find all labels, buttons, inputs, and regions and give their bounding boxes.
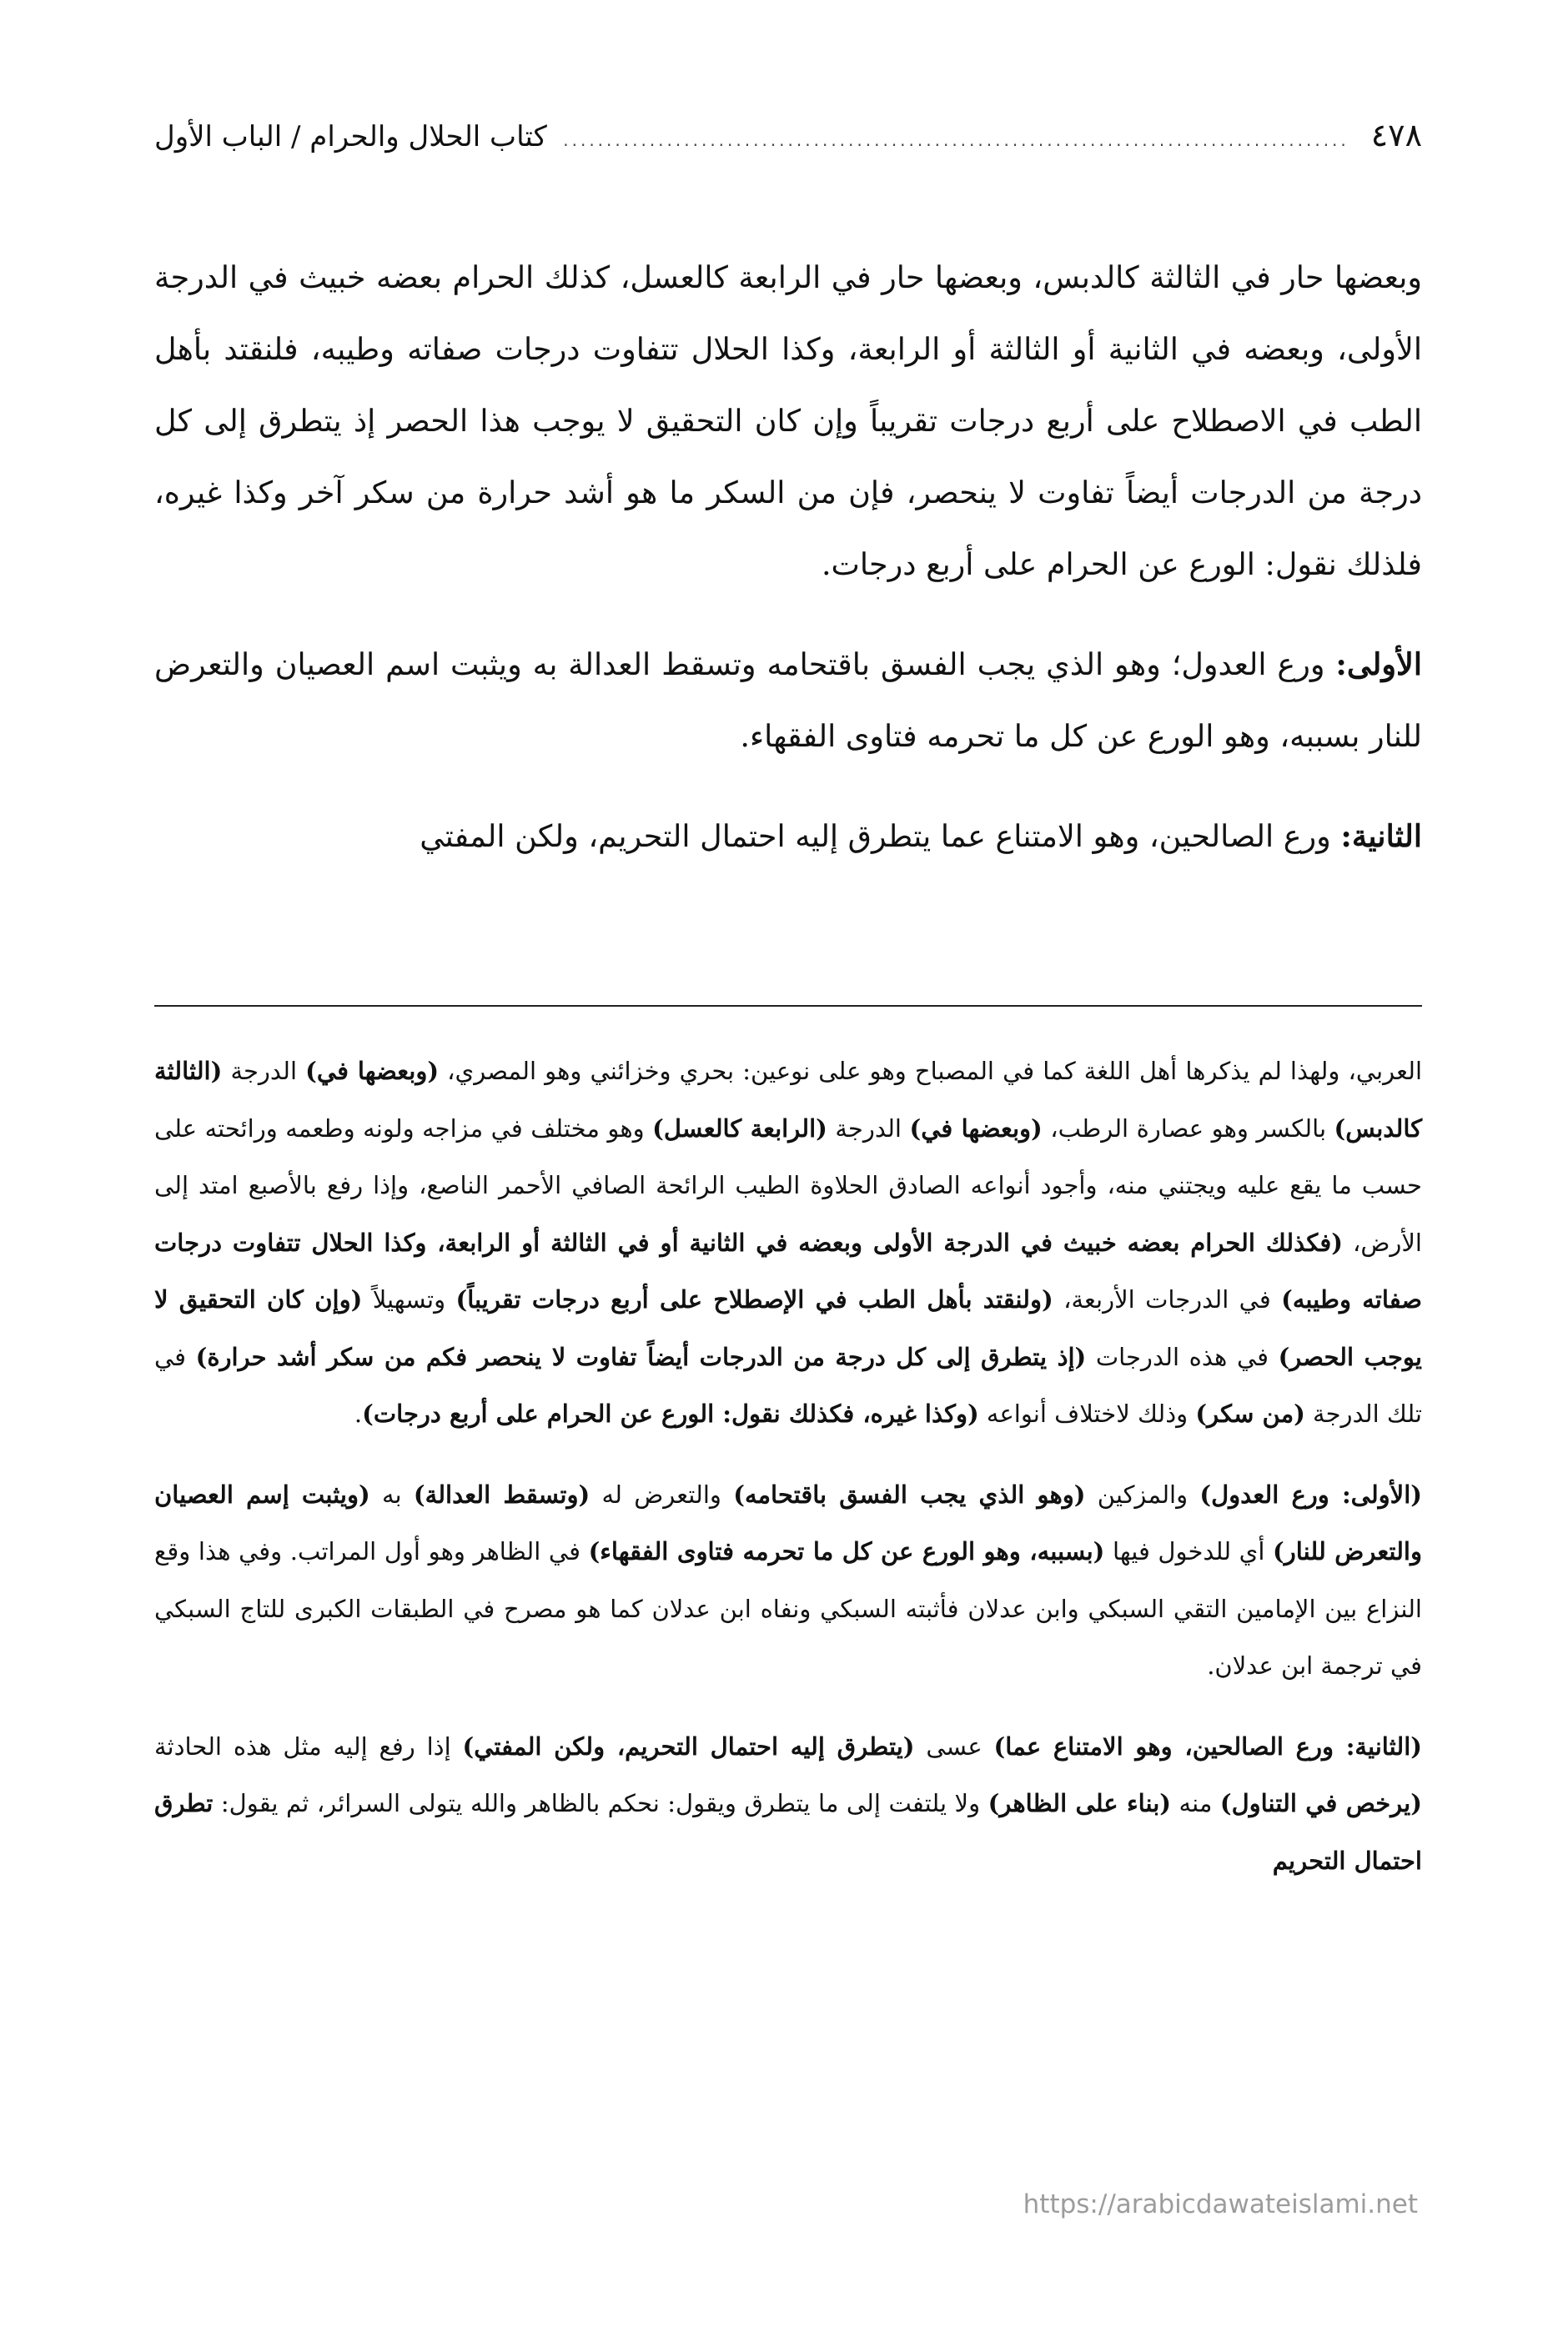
footnote-quoted-text: (الثانية: ورع الصالحين، وهو الامتناع عما): [993, 1731, 1422, 1761]
footnote-quoted-text: (وهو الذي يجب الفسق باقتحامه): [733, 1480, 1086, 1509]
footnote-quoted-text: (وكذا غيره، فكذلك نقول: الورع عن الحرام على أربع درجات): [362, 1400, 979, 1428]
watermark-url: https://arabicdawateislami.net: [1023, 2189, 1418, 2219]
footnote-quoted-text: (الأولى: ورع العدول): [1199, 1480, 1422, 1509]
footnote-quoted-text: (يرخص في التناول): [1219, 1789, 1422, 1817]
first-degree-label: الأولى:: [1335, 646, 1422, 682]
footnote-divider: [154, 1005, 1422, 1007]
footnote-quoted-text: تطرق احتمال التحريم: [154, 1789, 1422, 1875]
footnote-quoted-text: (إذ يتطرق إلى كل درجة من الدرجات أيضاً تفاوت لا ينحصر فكم من سكر أشد حرارة): [195, 1342, 1087, 1371]
footnote-paragraph-2: [154, 1466, 1422, 1695]
footnote-quoted-text: (يتطرق إليه احتمال التحريم، ولكن المفتي): [462, 1731, 915, 1761]
footnote-commentary-text: وتسهيلاً: [362, 1285, 456, 1314]
footnote-quoted-text: (بناء على الظاهر): [988, 1789, 1172, 1817]
footnote-quoted-text: (وبعضها في): [305, 1057, 440, 1085]
footnote-commentary-text: في الظاهر وهو أول المراتب. وفي هذا وقع النزاع بين الإمامين التقي السبكي وابن عدلان فأثبته السبكي ونفاه ابن عدلان كما هو مصرح في الطبقات الكبرى للتاج السبكي في ترجمة ابن عدلان.: [154, 1537, 1422, 1680]
footnote-quoted-text: (الرابعة كالعسل): [652, 1113, 827, 1143]
second-degree-text: ورع الصالحين، وهو الامتناع عما يتطرق إليه احتمال التحريم، ولكن المفتي: [420, 818, 1341, 854]
footnote-commentary-text: والتعرض له: [590, 1480, 734, 1509]
footnote-commentary-text: العربي، ولهذا لم يذكرها أهل اللغة كما في المصباح وهو على نوعين: بحري وخزائني وهو المصري،: [439, 1057, 1422, 1085]
first-degree-paragraph: [154, 629, 1422, 772]
running-header: [154, 117, 1422, 183]
footnote-commentary-text: الدرجة: [827, 1113, 910, 1143]
footnote-commentary-text: وذلك لاختلاف أنواعه: [978, 1400, 1196, 1428]
page-number: ٤٧٨: [1370, 117, 1422, 153]
footnote-quoted-text: (ولنقتد بأهل الطب في الإصطلاح على أربع درجات تقريباً): [455, 1285, 1053, 1314]
intro-paragraph: وبعضها حار في الثالثة كالدبس، وبعضها حار في الرابعة كالعسل، كذلك الحرام بعضه خبيث في الدرجة الأولى، وبعضه في الثانية أو الثالثة أو الرابعة، وكذا الحلال تتفاوت درجات صفاته وطيبه، فلنقتد بأهل الطب في الاصطلاح على أربع درجات تقريباً وإن كان التحقيق لا يوجب هذا الحصر إذ يتطرق إلى كل درجة من الدرجات أيضاً تفاوت لا ينحصر، فإن من السكر ما هو أشد حرارة من سكر آخر وكذا غيره، فلذلك نقول: الورع عن الحرام على أربع درجات.: [154, 259, 1422, 582]
footnote-quoted-text: (بسببه، وهو الورع عن كل ما تحرمه فتاوى الفقهاء): [588, 1537, 1105, 1566]
second-degree-label: الثانية:: [1340, 818, 1422, 854]
footnote-commentary-text: في الدرجات الأربعة،: [1053, 1285, 1282, 1314]
footnote-commentary-text: عسى: [914, 1731, 994, 1761]
footnote-quoted-text: (فكذلك الحرام بعضه خبيث في الدرجة الأولى وبعضه في الثانية أو في الثالثة أو الرابعة، وكذا الحلال تتفاوت درجات صفاته وطيبه): [154, 1228, 1422, 1314]
footnote-commentary-text: في تلك الدرجة: [154, 1342, 1422, 1428]
footnote-paragraph-1: [154, 1043, 1422, 1443]
footnote-commentary-text: ولا يلتفت إلى ما يتطرق ويقول: نحكم بالظاهر والله يتولى السرائر، ثم يقول:: [213, 1789, 988, 1817]
footnote-commentary-text: بالكسر وهو عصارة الرطب،: [1042, 1113, 1334, 1143]
second-degree-paragraph: [154, 801, 1422, 872]
footnote-commentary-text: به: [369, 1480, 414, 1509]
running-title: كتاب الحلال والحرام / الباب الأول: [154, 120, 547, 153]
first-degree-text: ورع العدول؛ وهو الذي يجب الفسق باقتحامه وتسقط العدالة به ويثبت اسم العصيان والتعرض للنار بسببه، وهو الورع عن كل ما تحرمه فتاوى الفقهاء.: [154, 646, 1422, 754]
footnote-commentary-text: .: [354, 1400, 363, 1428]
footnote-commentary-text: وهو مختلف في مزاجه ولونه وطعمه ورائحته على حسب ما يقع عليه ويجتني منه، وأجود أنواعه الصادق الحلاوة الطيب الرائحة الصافي الأحمر الناصع، وإذا رفع بالأصبع امتد إلى الأرض،: [154, 1113, 1422, 1257]
footnote-quoted-text: (ويثبت إسم العصيان والتعرض للنار): [154, 1480, 1422, 1566]
footnote-commentary-text: والمزكين: [1085, 1480, 1200, 1509]
footnote-quoted-text: (الثالثة كالدبس): [154, 1057, 1423, 1143]
footnote-commentary-text: الدرجة: [222, 1057, 306, 1085]
book-page: [154, 117, 1422, 2252]
footnote-quoted-text: (وتسقط العدالة): [413, 1480, 591, 1509]
commentary-footnotes: [154, 1043, 1422, 1889]
footnote-quoted-text: (وإن كان التحقيق لا يوجب الحصر): [154, 1285, 1422, 1371]
footnote-quoted-text: (وبعضها في): [909, 1113, 1043, 1143]
footnote-commentary-text: في هذه الدرجات: [1086, 1342, 1279, 1371]
footnote-quoted-text: (من سكر): [1195, 1400, 1305, 1428]
footnote-paragraph-3: [154, 1718, 1422, 1890]
footnote-commentary-text: منه: [1171, 1789, 1220, 1817]
main-text: [154, 242, 1422, 872]
footnote-commentary-text: أي للدخول فيها: [1104, 1537, 1274, 1566]
header-leader-dots: [562, 130, 1349, 150]
footnote-commentary-text: إذا رفع إليه مثل هذه الحادثة: [154, 1731, 463, 1761]
